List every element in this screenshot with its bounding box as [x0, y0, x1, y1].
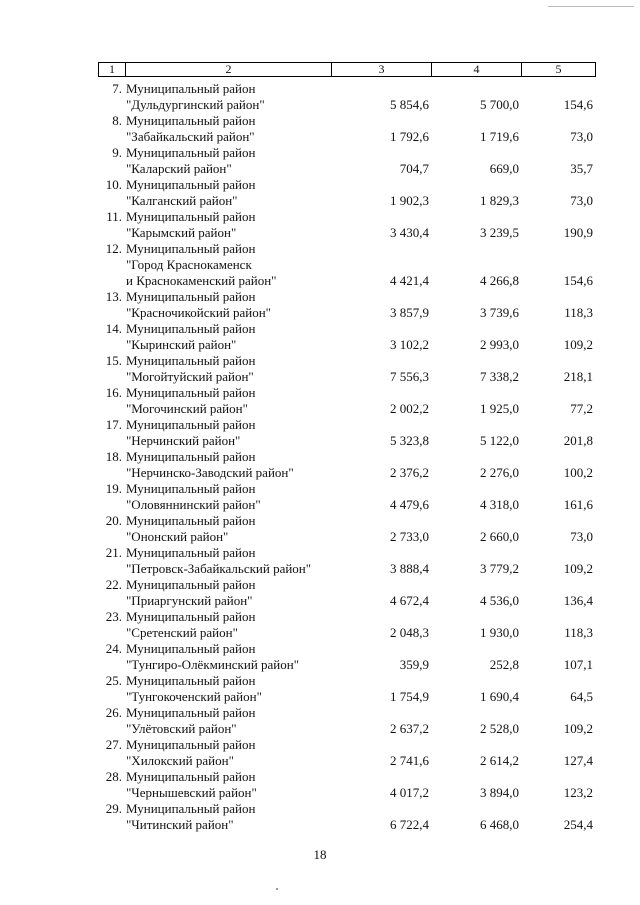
municipality-name-line: Муниципальный район: [126, 81, 256, 96]
row-number: 15.: [105, 353, 122, 368]
value-column-4: 1 925,0: [480, 401, 519, 416]
value-column-3: 4 421,4: [390, 273, 429, 288]
municipality-name: [126, 673, 262, 705]
table-row: [0, 177, 640, 209]
value-column-5: 109,2: [563, 337, 593, 352]
row-number: 29.: [105, 801, 122, 816]
row-number: 8.: [112, 113, 122, 128]
value-column-3: 2 002,2: [390, 401, 429, 416]
column-header-row: [98, 62, 596, 77]
value-column-4: 2 614,2: [480, 753, 519, 768]
table-row: [0, 321, 640, 353]
municipality-name-line: "Приаргунский район": [126, 593, 253, 608]
value-column-3: 1 792,6: [390, 129, 429, 144]
row-number: 7.: [112, 81, 122, 96]
value-column-5: 254,4: [563, 817, 593, 832]
value-column-3: 2 637,2: [390, 721, 429, 736]
municipality-name-line: "Тунгиро-Олёкминский район": [126, 657, 300, 672]
municipality-name: [126, 177, 255, 209]
table-row: [0, 145, 640, 177]
value-column-4: 1 690,4: [480, 689, 519, 704]
row-number: 12.: [105, 241, 122, 256]
value-column-5: 35,7: [570, 161, 593, 176]
value-column-5: 118,3: [564, 625, 593, 640]
column-header-4: 4: [432, 63, 522, 77]
municipality-name-line: Муниципальный район: [126, 417, 256, 432]
value-column-3: 704,7: [399, 161, 429, 176]
value-column-5: 73,0: [570, 193, 593, 208]
table-row: [0, 481, 640, 513]
value-column-5: 77,2: [570, 401, 593, 416]
value-column-5: 154,6: [563, 97, 593, 112]
municipality-name-line: "Могочинский район": [126, 401, 248, 416]
value-column-4: 2 660,0: [480, 529, 519, 544]
table-row: [0, 641, 640, 673]
municipality-name-line: "Оловяннинский район": [126, 497, 261, 512]
scan-speck: [276, 888, 278, 890]
page-number: 18: [313, 847, 327, 862]
table-row: [0, 385, 640, 417]
municipality-name: [126, 209, 255, 241]
table-row: [0, 545, 640, 577]
value-column-4: 4 318,0: [480, 497, 519, 512]
municipality-name-line: "Кыринский район": [126, 337, 237, 352]
municipality-name-line: "Чернышевский район": [126, 785, 257, 800]
municipality-name-line: Муниципальный район: [126, 481, 256, 496]
municipality-name-line: "Каларский район": [126, 161, 232, 176]
value-column-4: 3 894,0: [480, 785, 519, 800]
municipality-name: [126, 113, 255, 145]
row-number: 11.: [106, 209, 122, 224]
municipality-name: [126, 449, 294, 481]
value-column-4: 3 779,2: [480, 561, 519, 576]
municipality-name: [126, 641, 299, 673]
municipality-name: [126, 801, 255, 833]
municipality-name-line: Муниципальный район: [126, 801, 256, 816]
value-column-4: 2 528,0: [480, 721, 519, 736]
municipality-name-line: Муниципальный район: [126, 449, 256, 464]
municipality-name-line: "Улётовский район": [126, 721, 237, 736]
municipality-name-line: "Хилокский район": [126, 753, 234, 768]
column-header-1: 1: [99, 63, 126, 77]
value-column-5: 161,6: [563, 497, 593, 512]
value-column-5: 127,4: [563, 753, 593, 768]
row-number: 22.: [105, 577, 122, 592]
row-number: 26.: [105, 705, 122, 720]
value-column-4: 1 829,3: [480, 193, 519, 208]
value-column-3: 4 479,6: [390, 497, 429, 512]
value-column-3: 3 430,4: [390, 225, 429, 240]
value-column-4: 1 719,6: [480, 129, 519, 144]
value-column-4: 1 930,0: [480, 625, 519, 640]
value-column-3: 1 902,3: [390, 193, 429, 208]
municipality-name-line: Муниципальный район: [126, 545, 256, 560]
municipality-name-line: "Город Краснокаменск: [126, 257, 252, 272]
value-column-5: 136,4: [563, 593, 593, 608]
value-column-3: 359,9: [399, 657, 429, 672]
municipality-name-line: Муниципальный район: [126, 641, 256, 656]
municipality-name: [126, 705, 255, 737]
row-number: 24.: [105, 641, 122, 656]
value-column-3: 5 323,8: [390, 433, 429, 448]
value-column-3: 4 017,2: [390, 785, 429, 800]
value-column-3: 2 048,3: [390, 625, 429, 640]
municipality-name-line: "Тунгокоченский район": [126, 689, 262, 704]
table-row: [0, 81, 640, 113]
municipality-name-line: Муниципальный район: [126, 577, 256, 592]
top-corner-rule: [548, 6, 634, 7]
value-column-4: 252,8: [489, 657, 519, 672]
value-column-3: 7 556,3: [390, 369, 429, 384]
table-row: [0, 417, 640, 449]
municipality-name: [126, 577, 255, 609]
row-number: 27.: [105, 737, 122, 752]
municipality-name-line: "Дульдургинский район": [126, 97, 265, 112]
municipality-name-line: Муниципальный район: [126, 113, 256, 128]
table-row: [0, 673, 640, 705]
value-column-3: 5 854,6: [390, 97, 429, 112]
row-number: 13.: [105, 289, 122, 304]
value-column-4: 4 266,8: [480, 273, 519, 288]
value-column-3: 1 754,9: [390, 689, 429, 704]
table-row: [0, 113, 640, 145]
municipality-name: [126, 737, 255, 769]
municipality-name: [126, 481, 261, 513]
value-column-5: 64,5: [570, 689, 593, 704]
value-column-4: 2 993,0: [480, 337, 519, 352]
municipality-name-line: "Забайкальский район": [126, 129, 255, 144]
value-column-5: 123,2: [563, 785, 593, 800]
value-column-5: 73,0: [570, 529, 593, 544]
data-table-body: [0, 81, 640, 833]
municipality-name-line: и Краснокаменский район": [126, 273, 277, 288]
value-column-4: 2 276,0: [480, 465, 519, 480]
municipality-name-line: "Сретенский район": [126, 625, 238, 640]
municipality-name-line: "Петровск-Забайкальский район": [126, 561, 312, 576]
row-number: 10.: [105, 177, 122, 192]
value-column-5: 109,2: [563, 561, 593, 576]
value-column-4: 6 468,0: [480, 817, 519, 832]
value-column-3: 2 741,6: [390, 753, 429, 768]
value-column-3: 2 733,0: [390, 529, 429, 544]
municipality-name-line: "Ононский район": [126, 529, 229, 544]
municipality-name-line: Муниципальный район: [126, 705, 256, 720]
municipality-name-line: Муниципальный район: [126, 385, 256, 400]
municipality-name: [126, 513, 255, 545]
table-row: [0, 513, 640, 545]
table-row: [0, 737, 640, 769]
municipality-name-line: Муниципальный район: [126, 609, 256, 624]
column-header-3: 3: [332, 63, 432, 77]
value-column-5: 73,0: [570, 129, 593, 144]
value-column-5: 109,2: [563, 721, 593, 736]
municipality-name: [126, 81, 265, 113]
row-number: 14.: [105, 321, 122, 336]
municipality-name-line: "Калганский район": [126, 193, 238, 208]
municipality-name: [126, 353, 255, 385]
municipality-name: [126, 241, 276, 289]
row-number: 21.: [105, 545, 122, 560]
municipality-name-line: "Карымский район": [126, 225, 237, 240]
value-column-5: 154,6: [563, 273, 593, 288]
table-row: [0, 801, 640, 833]
municipality-name-line: Муниципальный район: [126, 321, 256, 336]
municipality-name-line: Муниципальный район: [126, 737, 256, 752]
value-column-3: 3 857,9: [390, 305, 429, 320]
table-row: [0, 769, 640, 801]
municipality-name-line: "Красночикойский район": [126, 305, 271, 320]
municipality-name-line: Муниципальный район: [126, 145, 256, 160]
municipality-name: [126, 385, 255, 417]
row-number: 17.: [105, 417, 122, 432]
value-column-5: 118,3: [564, 305, 593, 320]
municipality-name: [126, 145, 255, 177]
value-column-3: 3 888,4: [390, 561, 429, 576]
municipality-name: [126, 417, 255, 449]
municipality-name: [126, 289, 271, 321]
municipality-name-line: "Нерчинско-Заводский район": [126, 465, 294, 480]
municipality-name-line: "Могойтуйский район": [126, 369, 254, 384]
value-column-4: 3 739,6: [480, 305, 519, 320]
value-column-5: 100,2: [563, 465, 593, 480]
municipality-name-line: "Читинский район": [126, 817, 234, 832]
table-row: [0, 609, 640, 641]
row-number: 16.: [105, 385, 122, 400]
table-row: [0, 241, 640, 289]
municipality-name-line: Муниципальный район: [126, 177, 256, 192]
table-row: [0, 449, 640, 481]
value-column-4: 669,0: [489, 161, 519, 176]
municipality-name-line: Муниципальный район: [126, 769, 256, 784]
municipality-name-line: "Нерчинский район": [126, 433, 241, 448]
value-column-5: 201,8: [563, 433, 593, 448]
table-row: [0, 577, 640, 609]
municipality-name: [126, 609, 255, 641]
municipality-name-line: Муниципальный район: [126, 289, 256, 304]
table-row: [0, 353, 640, 385]
value-column-3: 3 102,2: [390, 337, 429, 352]
value-column-4: 5 122,0: [480, 433, 519, 448]
municipality-name-line: Муниципальный район: [126, 241, 256, 256]
table-row: [0, 289, 640, 321]
municipality-name-line: Муниципальный район: [126, 353, 256, 368]
table-row: [0, 209, 640, 241]
municipality-name: [126, 769, 257, 801]
municipality-name: [126, 545, 311, 577]
row-number: 28.: [105, 769, 122, 784]
value-column-4: 7 338,2: [480, 369, 519, 384]
value-column-3: 4 672,4: [390, 593, 429, 608]
row-number: 9.: [112, 145, 122, 160]
column-header-2: 2: [126, 63, 332, 77]
value-column-3: 2 376,2: [390, 465, 429, 480]
municipality-name-line: Муниципальный район: [126, 209, 256, 224]
row-number: 18.: [105, 449, 122, 464]
value-column-5: 190,9: [563, 225, 593, 240]
municipality-name-line: Муниципальный район: [126, 513, 256, 528]
value-column-4: 5 700,0: [480, 97, 519, 112]
row-number: 25.: [105, 673, 122, 688]
municipality-name-line: Муниципальный район: [126, 673, 256, 688]
row-number: 20.: [105, 513, 122, 528]
value-column-5: 218,1: [563, 369, 593, 384]
value-column-5: 107,1: [563, 657, 593, 672]
value-column-3: 6 722,4: [390, 817, 429, 832]
row-number: 19.: [105, 481, 122, 496]
column-header-5: 5: [522, 63, 596, 77]
value-column-4: 3 239,5: [480, 225, 519, 240]
table-row: [0, 705, 640, 737]
municipality-name: [126, 321, 255, 353]
row-number: 23.: [105, 609, 122, 624]
value-column-4: 4 536,0: [480, 593, 519, 608]
